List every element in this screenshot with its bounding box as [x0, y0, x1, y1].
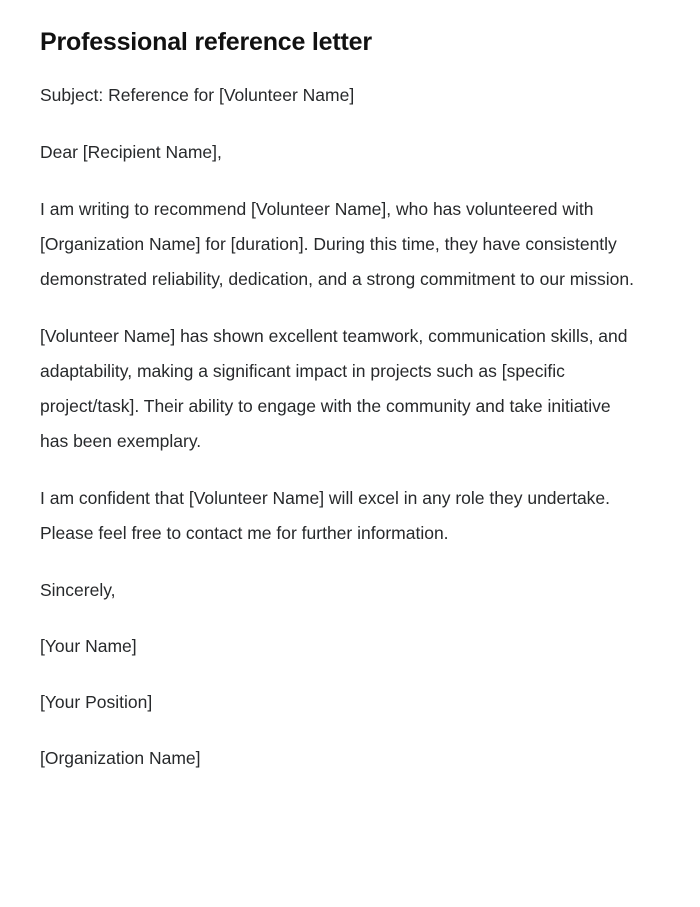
signature-position: [Your Position] [40, 692, 153, 712]
paragraph-closing: Sincerely, [40, 580, 116, 600]
paragraph-body-3: I am confident that [Volunteer Name] will excel in any role they undertake. Please feel free to contact me for further information. [40, 488, 611, 543]
paragraph-salutation: Dear [Recipient Name], [40, 142, 222, 162]
signature-organization: [Organization Name] [40, 748, 201, 768]
paragraph-body-1: I am writing to recommend [Volunteer Name], who has volunteered with [Organization Name] for [duration]. During this time, they have consistently demonstrated reliability, dedication, and a strong commitment to our mission. [40, 199, 634, 289]
signature-name: [Your Name] [40, 636, 137, 656]
paragraph-body-2: [Volunteer Name] has shown excellent teamwork, communication skills, and adaptability, making a significant impact in projects such as [specific project/task]. Their ability to engage with the community and take initiative has been exemplary. [40, 326, 628, 451]
page-title: Professional reference letter [40, 28, 372, 56]
paragraph-subject: Subject: Reference for [Volunteer Name] [40, 85, 355, 105]
